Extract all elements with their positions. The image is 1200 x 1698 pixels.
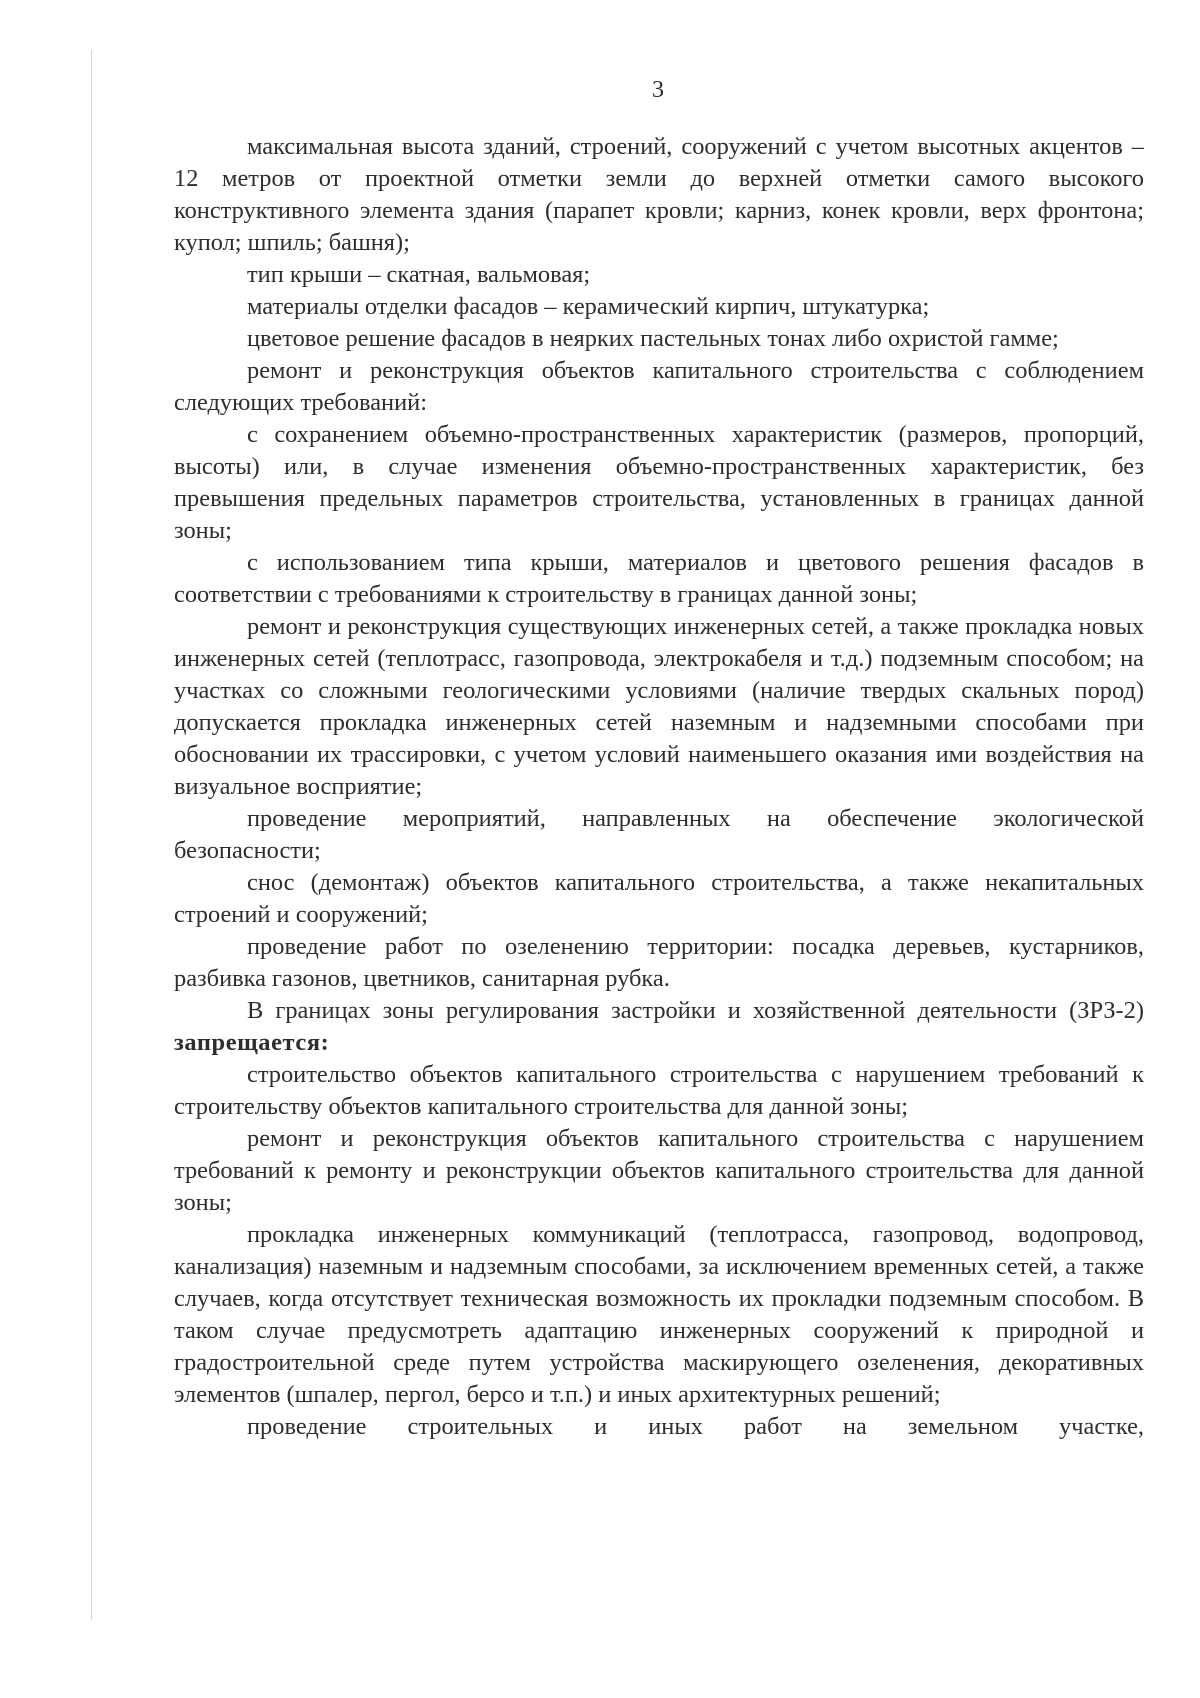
paragraph-construction-violation: строительство объектов капитального строительства с нарушением требований к строительству объектов капитального строительства для данной зоны;	[174, 1061, 1144, 1120]
paragraph-repair-violation: ремонт и реконструкция объектов капитального строительства с нарушением требований к ремонту и реконструкции объектов капитального строительства для данной зоны;	[174, 1125, 1144, 1216]
paragraph-facade-colors: цветовое решение фасадов в неярких пастельных тонах либо охристой гамме;	[247, 325, 1059, 352]
paragraph-volume-preservation: с сохранением объемно-пространственных характеристик (размеров, пропорций, высоты) или, в случае изменения объемно-пространственных характеристик, без превышения предельных параметров строительства, установленных в границах данной зоны;	[174, 421, 1144, 544]
zone-prohibitions-text: В границах зоны регулирования застройки и хозяйственной деятельности (ЗРЗ-2)	[247, 997, 1144, 1024]
paragraph-ecology: проведение мероприятий, направленных на обеспечение экологической безопасности;	[174, 805, 1144, 864]
paragraph-zone-prohibitions	[174, 995, 1144, 1059]
paragraph-roof-materials: с использованием типа крыши, материалов и цветового решения фасадов в соответствии с требованиями к строительству в границах данной зоны;	[174, 549, 1144, 608]
scan-left-edge	[91, 50, 92, 1620]
prohibited-keyword: запрещается:	[174, 1029, 330, 1056]
paragraph-demolition: снос (демонтаж) объектов капитального строительства, а также некапитальных строений и сооружений;	[174, 869, 1144, 928]
document-body	[174, 131, 1144, 1443]
paragraph-facade-materials: материалы отделки фасадов – керамический кирпич, штукатурка;	[247, 293, 930, 320]
page-number: 3	[652, 77, 664, 103]
paragraph-construction-works: проведение строительных и иных работ на земельном участке,	[247, 1413, 1144, 1440]
paragraph-landscaping: проведение работ по озеленению территории: посадка деревьев, кустарников, разбивка газонов, цветников, санитарная рубка.	[174, 933, 1144, 992]
paragraph-roof-type: тип крыши – скатная, вальмовая;	[247, 261, 591, 288]
paragraph-engineering-networks: ремонт и реконструкция существующих инженерных сетей, а также прокладка новых инженерных сетей (теплотрасс, газопровода, электрокабеля и т.д.) подземным способом; на участках со сложными геологическими условиями (наличие твердых скальных пород) допускается прокладка инженерных сетей наземным и надземными способами при обосновании их трассировки, с учетом условий наименьшего оказания ими воздействия на визуальное восприятие;	[174, 613, 1144, 800]
paragraph-repair-reconstruction: ремонт и реконструкция объектов капитального строительства с соблюдением следующих требований:	[174, 357, 1144, 416]
paragraph-communications-laying: прокладка инженерных коммуникаций (теплотрасса, газопровод, водопровод, канализация) наземным и надземным способами, за исключением временных сетей, а также случаев, когда отсутствует техническая возможность их прокладки подземным способом. В таком случае предусмотреть адаптацию инженерных сооружений к природной и градостроительной среде путем устройства маскирующего озеленения, декоративных элементов (шпалер, пергол, берсо и т.п.) и иных архитектурных решений;	[174, 1221, 1144, 1408]
paragraph-max-height: максимальная высота зданий, строений, сооружений с учетом высотных акцентов – 12 метров от проектной отметки земли до верхней отметки самого высокого конструктивного элемента здания (парапет кровли; карниз, конек кровли, верх фронтона; купол; шпиль; башня);	[174, 133, 1144, 256]
